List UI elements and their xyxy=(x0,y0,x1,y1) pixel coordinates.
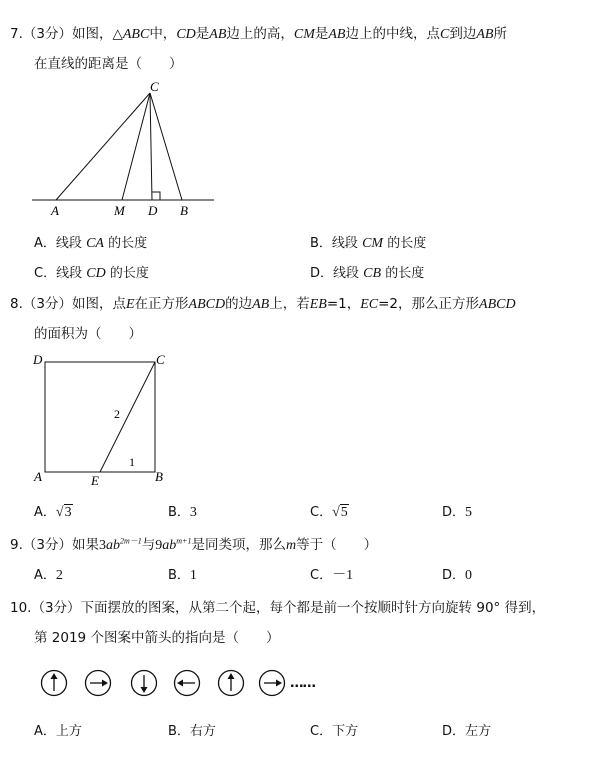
q8-label-A: A xyxy=(34,469,42,484)
q7-label-B: B xyxy=(180,203,188,218)
q8-figure xyxy=(28,350,178,490)
q9-option-b[interactable]: B．1 xyxy=(168,568,197,583)
q10-arrow-figures xyxy=(36,664,296,704)
sqrt-symbol: √5 xyxy=(332,505,348,520)
q7-option-d[interactable]: D．线段 CB 的长度 xyxy=(310,266,425,281)
q8-option-c[interactable]: C．√5 xyxy=(310,505,348,520)
q10-option-b[interactable]: B．右方 xyxy=(168,724,216,739)
q8-option-d[interactable]: D．5 xyxy=(442,505,473,520)
q7-label-C: C xyxy=(150,79,159,94)
arrow-circle-4-left-icon xyxy=(175,671,200,696)
q9-option-d[interactable]: D．0 xyxy=(442,568,473,583)
q10-ellipsis: …… xyxy=(290,675,315,691)
q7-stem-line1: 7.（3分）如图，△ABC中，CD是AB边上的高，CM是AB边上的中线，点C到边AB所 xyxy=(10,26,507,42)
arrow-circle-6-right-icon xyxy=(260,671,285,696)
q8-label-C: C xyxy=(156,352,165,367)
q8-stem-line2: 的面积为（ ） xyxy=(34,326,142,342)
q8-stem-line1: 8.（3分）如图，点E在正方形ABCD的边AB上，若EB=1，EC=2，那么正方形ABCD xyxy=(10,296,516,312)
arrow-circle-2-right-icon xyxy=(86,671,111,696)
q10-stem-line2: 第 2019 个图案中箭头的指向是（ ） xyxy=(34,630,280,646)
arrow-circle-5-up-icon xyxy=(219,671,244,696)
q7-label-A: A xyxy=(51,203,59,218)
q8-label-1: 1 xyxy=(129,455,135,469)
q7-option-b[interactable]: B．线段 CM 的长度 xyxy=(310,236,427,251)
q10-option-d[interactable]: D．左方 xyxy=(442,724,492,739)
q7-stem-line2: 在直线的距离是（ ） xyxy=(34,56,183,72)
q10-option-c[interactable]: C．下方 xyxy=(310,724,359,739)
q7-option-c[interactable]: C．线段 CD 的长度 xyxy=(34,266,149,281)
q8-option-a[interactable]: A．√3 xyxy=(34,505,72,520)
q9-option-a[interactable]: A．2 xyxy=(34,568,63,583)
q7-option-a[interactable]: A．线段 CA 的长度 xyxy=(34,236,148,251)
q10-stem-line1: 10.（3分）下面摆放的图案，从第二个起，每个都是前一个按顺时针方向旋转 90° 得到， xyxy=(10,600,546,616)
q7-figure xyxy=(28,78,228,223)
q9-option-c[interactable]: C．－1 xyxy=(310,568,354,583)
q8-label-D: D xyxy=(33,352,43,367)
arrow-circle-3-down-icon xyxy=(132,671,157,696)
arrow-circle-1-up-icon xyxy=(42,671,67,696)
q8-label-2: 2 xyxy=(114,407,120,421)
q8-option-b[interactable]: B．3 xyxy=(168,505,197,520)
q8-label-E: E xyxy=(91,473,99,488)
q7-label-M: M xyxy=(114,203,125,218)
q9-stem: 9.（3分）如果$3ab^{2m-1}$与$9ab^{m+1}$是同类项，那么m等于（ ） xyxy=(10,536,378,553)
sqrt-symbol: √3 xyxy=(55,505,72,520)
q10-option-a[interactable]: A．上方 xyxy=(34,724,82,739)
q8-label-B: B xyxy=(155,469,163,484)
q7-label-D: D xyxy=(148,203,158,218)
